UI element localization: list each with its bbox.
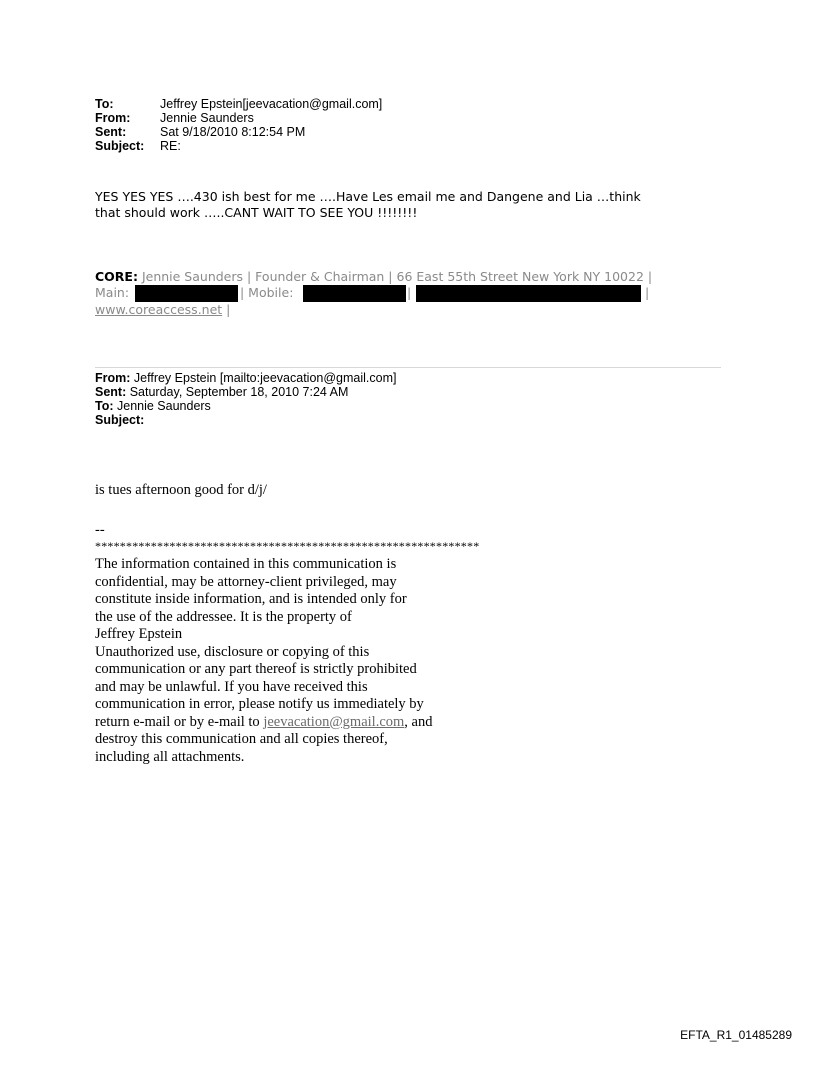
original-to-label: To: <box>95 399 114 413</box>
disclaimer-line: Jeffrey Epstein <box>95 626 183 642</box>
disclaimer-line: constitute inside information, and is intended only for <box>95 591 407 607</box>
disclaimer-text <box>95 556 515 766</box>
reply-line-2: that should work …..CANT WAIT TO SEE YOU !!!!!!!! <box>95 205 418 220</box>
disclaimer-line: including all attachments. <box>95 748 245 765</box>
email-link[interactable]: jeevacation@gmail.com <box>263 713 405 730</box>
disclaimer-line-post: , and <box>404 713 433 730</box>
original-sent-value: Saturday, September 18, 2010 7:24 AM <box>126 385 349 399</box>
website-link[interactable]: www.coreaccess.net <box>95 302 223 317</box>
sent-label: Sent: <box>95 125 127 139</box>
message-divider <box>95 367 721 368</box>
redaction-bar <box>416 285 641 302</box>
disclaimer-line: The information contained in this communication is <box>95 556 397 572</box>
disclaimer-line-email <box>95 714 515 732</box>
sent-value: Sat 9/18/2010 8:12:54 PM <box>160 125 306 139</box>
website-trail: | <box>222 302 231 317</box>
disclaimer-line-pre: return e-mail or by e-mail to <box>95 713 264 730</box>
reply-message <box>95 189 715 221</box>
subject-value: RE: <box>160 139 181 153</box>
disclaimer-line: confidential, may be attorney-client privileged, may <box>95 573 397 590</box>
signature-separator: | <box>407 285 412 300</box>
signature-line-1 <box>95 269 652 285</box>
signature-line-3 <box>95 302 230 318</box>
to-value: Jeffrey Epstein[jeevacation@gmail.com] <box>160 97 383 111</box>
signature-separator: | <box>645 285 650 300</box>
signature-details: Jennie Saunders | Founder & Chairman | 66 East 55th Street New York NY 10022 | <box>137 269 653 284</box>
original-from-label: From: <box>95 371 131 385</box>
disclaimer-line: destroy this communication and all copies thereof, <box>95 731 388 747</box>
original-body: is tues afternoon good for d/j/ <box>95 482 267 498</box>
disclaimer-line: communication or any part thereof is strictly prohibited <box>95 661 417 677</box>
signature-main-label: Main: <box>95 285 130 300</box>
original-to-row <box>95 399 396 413</box>
original-to-value: Jennie Saunders <box>113 399 211 413</box>
signature-brand: CORE: <box>95 269 138 284</box>
from-label: From: <box>95 111 131 125</box>
disclaimer-line: Unauthorized use, disclosure or copying of this <box>95 643 370 660</box>
original-from-row <box>95 371 396 385</box>
original-from-value: Jeffrey Epstein [mailto:jeevacation@gmail.com] <box>130 371 397 385</box>
disclaimer-line: and may be unlawful. If you have received this <box>95 678 368 695</box>
original-sent-row <box>95 385 396 399</box>
star-separator: ************************************************************** <box>95 539 480 553</box>
to-label: To: <box>95 97 114 111</box>
disclaimer-line: the use of the addressee. It is the property of <box>95 608 352 625</box>
redaction-bar <box>303 285 406 302</box>
original-message-header <box>95 371 396 427</box>
disclaimer-line: communication in error, please notify us immediately by <box>95 696 424 712</box>
original-subject-label: Subject: <box>95 413 145 427</box>
original-subject-row <box>95 413 396 427</box>
signature-mobile-label: | Mobile: <box>240 285 294 300</box>
reply-line-1: YES YES YES ….430 ish best for me ….Have Les email me and Dangene and Lia …think <box>95 189 641 204</box>
redaction-bar <box>135 285 238 302</box>
from-value: Jennie Saunders <box>160 111 254 125</box>
document-id: EFTA_R1_01485289 <box>680 1028 792 1042</box>
subject-label: Subject: <box>95 139 145 153</box>
original-sent-label: Sent: <box>95 385 127 399</box>
signature-dashes: -- <box>95 522 105 538</box>
